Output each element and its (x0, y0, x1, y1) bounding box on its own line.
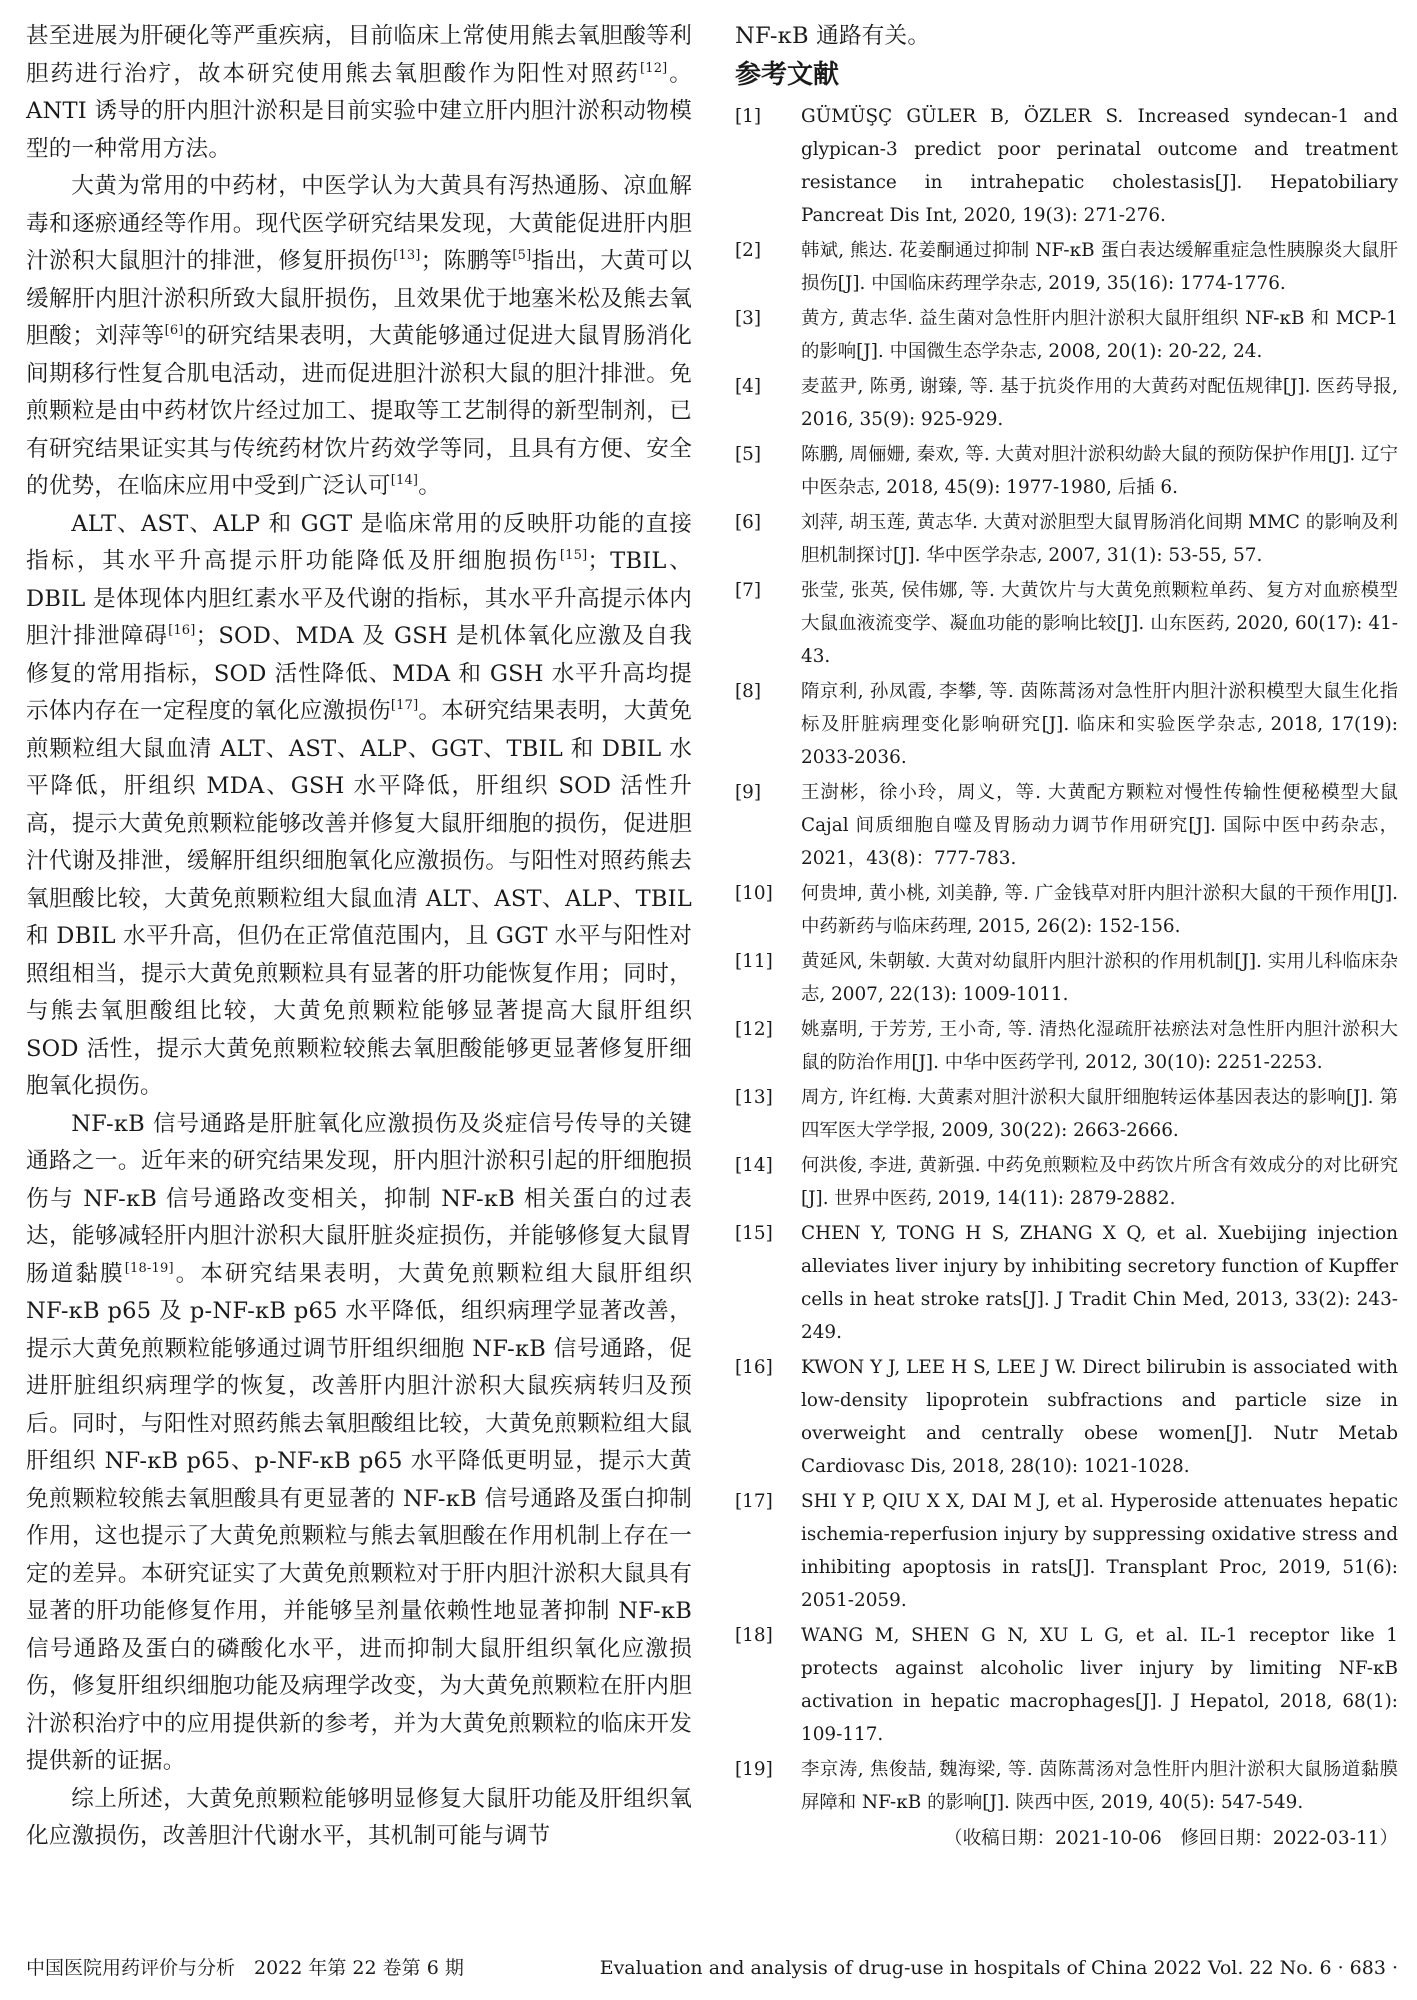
reference-text: KWON Y J, LEE H S, LEE J W. Direct bilirubin is associated with low-density lipoprotein subfractions and particle size in overweight and centrally obese women[J]. Nutr Metab Cardiovasc Dis, 2018, 28(10): 1021-1028. (801, 1356, 1398, 1477)
received-revised-dates: （收稿日期：2021-10-06 修回日期：2022-03-11） (944, 1827, 1398, 1849)
reference-text: 黄方, 黄志华. 益生菌对急性肝内胆汁淤积大鼠肝组织 NF-κB 和 MCP-1 的影响[J]. 中国微生态学杂志, 2008, 20(1): 20-22, 24. (801, 307, 1398, 362)
reference-text: 隋京利, 孙凤霞, 李攀, 等. 茵陈蒿汤对急性肝内胆汁淤积模型大鼠生化指标及肝脏病理变化影响研究[J]. 临床和实验医学杂志, 2018, 17(19): 2033-2036. (801, 680, 1398, 768)
reference-item (735, 1217, 1398, 1349)
reference-item (735, 1081, 1398, 1147)
reference-text: 刘萍, 胡玉莲, 黄志华. 大黄对淤胆型大鼠胃肠消化间期 MMC 的影响及利胆机制探讨[J]. 华中医学杂志, 2007, 31(1): 53-55, 57. (801, 511, 1398, 566)
reference-item (735, 1149, 1398, 1215)
paragraph-4 (26, 1106, 692, 1781)
reference-number: [17] (735, 1490, 773, 1512)
text-run: ALT、AST、ALP 和 GGT 是临床常用的反映肝功能的直接指标，其水平升高提示肝功能降低及肝细胞损伤 (26, 510, 692, 574)
citation-marker: [6] (164, 322, 184, 338)
citation-marker: [5] (512, 247, 532, 263)
references-heading: 参考文献 (735, 59, 840, 90)
right-column (735, 18, 1398, 1855)
reference-number: [13] (735, 1086, 773, 1108)
text-run: 的研究结果表明，大黄能够通过促进大鼠胃肠消化间期移行性复合肌电活动，进而促进胆汁淤积大鼠的胆汁排泄。免煎颗粒是由中药材饮片经过加工、提取等工艺制得的新型制剂，已有研究结果证实其与传统药材饮片药效学等同，且具有方便、安全的优势，在临床应用中受到广泛认可 (26, 323, 692, 499)
reference-number: [11] (735, 950, 773, 972)
paragraph-3 (26, 506, 692, 1106)
text-run: 指出，大黄可以缓解肝内胆汁淤积所致大鼠肝损伤，且效果优于地塞米松及熊去氧胆酸；刘萍等 (26, 248, 692, 349)
reference-number: [9] (735, 781, 762, 803)
reference-number: [10] (735, 882, 773, 904)
reference-item (735, 877, 1398, 943)
reference-number: [5] (735, 443, 762, 465)
reference-number: [1] (735, 105, 762, 127)
reference-number: [2] (735, 239, 762, 261)
reference-number: [12] (735, 1018, 773, 1040)
reference-text: SHI Y P, QIU X X, DAI M J, et al. Hyperoside attenuates hepatic ischemia-reperfusion injury by suppressing oxidative stress and inhibiting apoptosis in rats[J]. Transplant Proc, 2019, 51(6): 2051-2059. (801, 1490, 1398, 1611)
reference-number: [8] (735, 680, 762, 702)
reference-text: CHEN Y, TONG H S, ZHANG X Q, et al. Xuebijing injection alleviates liver injury by inhibiting secretory function of Kupffer cells in heat stroke rats[J]. J Tradit Chin Med, 2013, 33(2): 243-249. (801, 1222, 1398, 1343)
paragraph-1 (26, 18, 692, 168)
text-run: 。本研究结果表明，大黄免煎颗粒组大鼠肝组织 NF-κB p65 及 p-NF-κB p65 水平降低，组织病理学显著改善，提示大黄免煎颗粒能够通过调节肝组织细胞 NF-κB 信号通路，促进肝脏组织病理学的恢复，改善肝内胆汁淤积大鼠疾病转归及预后。同时，与阳性对照药熊去氧胆酸组比较，大黄免煎颗粒组大鼠肝组织 NF-κB p65、p-NF-κB p65 水平降低更明显，提示大黄免煎颗粒较熊去氧胆酸具有更显著的 NF-κB 信号通路及蛋白抑制作用，这也提示了大黄免煎颗粒与熊去氧胆酸在作用机制上存在一定的差异。本研究证实了大黄免煎颗粒对于肝内胆汁淤积大鼠具有显著的肝功能修复作用，并能够呈剂量依赖性地显著抑制 NF-κB 信号通路及蛋白的磷酸化水平，进而抑制大鼠肝组织氧化应激损伤，修复肝组织细胞功能及病理学改变，为大黄免煎颗粒在肝内胆汁淤积治疗中的应用提供新的参考，并为大黄免煎颗粒的临床开发提供新的证据。 (26, 1260, 692, 1774)
references-list (735, 100, 1398, 1819)
citation-marker: [12] (639, 60, 668, 76)
reference-text: 周方, 许红梅. 大黄素对胆汁淤积大鼠肝细胞转运体基因表达的影响[J]. 第四军医大学学报, 2009, 30(22): 2663-2666. (801, 1086, 1398, 1141)
reference-text: GÜMÜŞÇ GÜLER B, ÖZLER S. Increased syndecan-1 and glypican-3 predict poor perinatal outcome and treatment resistance in intrahepatic cholestasis[J]. Hepatobiliary Pancreat Dis Int, 2020, 19(3): 271-276. (801, 105, 1398, 226)
text-run: 。 (418, 473, 441, 499)
reference-text: 王澍彬，徐小玲，周义，等. 大黄配方颗粒对慢性传输性便秘模型大鼠 Cajal 间质细胞自噬及胃肠动力调节作用研究[J]. 国际中医中药杂志，2021，43(8)：777-783. (801, 781, 1398, 869)
reference-item (735, 675, 1398, 774)
reference-item (735, 945, 1398, 1011)
text-run: ；陈鹏等 (420, 248, 513, 274)
reference-number: [18] (735, 1624, 773, 1646)
citation-marker: [16] (168, 622, 196, 638)
reference-item (735, 370, 1398, 436)
paragraph-5 (26, 1781, 692, 1856)
paragraph-2 (26, 168, 692, 506)
reference-text: 黄延风, 朱朝敏. 大黄对幼鼠肝内胆汁淤积的作用机制[J]. 实用儿科临床杂志, 2007, 22(13): 1009-1011. (801, 950, 1398, 1005)
reference-item (735, 302, 1398, 368)
reference-number: [6] (735, 511, 762, 533)
reference-text: 何贵坤, 黄小桃, 刘美静, 等. 广金钱草对肝内胆汁淤积大鼠的干预作用[J]. 中药新药与临床药理, 2015, 26(2): 152-156. (801, 882, 1398, 937)
reference-number: [16] (735, 1356, 773, 1378)
text-run: NF-κB 信号通路是肝脏氧化应激损伤及炎症信号传导的关键通路之一。近年来的研究结果发现，肝内胆汁淤积引起的肝细胞损伤与 NF-κB 信号通路改变相关，抑制 NF-κB 相关蛋白的过表达，能够减轻肝内胆汁淤积大鼠肝脏炎症损伤，并能够修复大鼠胃肠道黏膜 (26, 1110, 692, 1287)
reference-item (735, 1485, 1398, 1617)
citation-marker: [13] (393, 247, 421, 263)
text-run: ；TBIL、DBIL 是体现体内胆红素水平及代谢的指标，其水平升高提示体内胆汁排泄障碍 (26, 548, 692, 649)
reference-text: 姚嘉明, 于芳芳, 王小奇, 等. 清热化湿疏肝祛瘀法对急性肝内胆汁淤积大鼠的防治作用[J]. 中华中医药学刊, 2012, 30(10): 2251-2253. (801, 1018, 1398, 1073)
reference-number: [19] (735, 1758, 773, 1780)
text-run: 。ANTI 诱导的肝内胆汁淤积是目前实验中建立肝内胆汁淤积动物模型的一种常用方法。 (26, 60, 693, 162)
reference-item (735, 100, 1398, 232)
reference-number: [3] (735, 307, 762, 329)
reference-text: WANG M, SHEN G N, XU L G, et al. IL-1 receptor like 1 protects against alcoholic liver injury by limiting NF-κB activation in hepatic macrophages[J]. J Hepatol, 2018, 68(1): 109-117. (801, 1624, 1398, 1745)
left-column (26, 18, 692, 1856)
reference-item (735, 574, 1398, 673)
reference-number: [4] (735, 375, 762, 397)
citation-marker: [15] (559, 547, 588, 563)
reference-number: [15] (735, 1222, 773, 1244)
reference-text: 张莹, 张英, 侯伟娜, 等. 大黄饮片与大黄免煎颗粒单药、复方对血瘀模型大鼠血液流变学、凝血功能的影响比较[J]. 山东医药, 2020, 60(17): 41-43. (801, 579, 1398, 667)
text-run: 。本研究结果表明，大黄免煎颗粒组大鼠血清 ALT、AST、ALP、GGT、TBIL 和 DBIL 水平降低，肝组织 MDA、GSH 水平降低，肝组织 SOD 活性升高，提示大黄免煎颗粒能够改善并修复大鼠肝细胞的损伤，促进胆汁代谢及排泄，缓解肝组织细胞氧化应激损伤。与阳性对照药熊去氧胆酸比较，大黄免煎颗粒组大鼠血清 ALT、AST、ALP、TBIL 和 DBIL 水平升高，但仍在正常值范围内，且 GGT 水平与阳性对照组相当，提示大黄免煎颗粒具有显著的肝功能恢复作用；同时，与熊去氧胆酸组比较，大黄免煎颗粒能够显著提高大鼠肝组织 SOD 活性，提示大黄免煎颗粒较熊去氧胆酸能够更显著修复肝细胞氧化损伤。 (26, 698, 692, 1099)
footer-journal-en: Evaluation and analysis of drug-use in hospitals of China 2022 Vol. 22 No. 6 · 683 · (599, 1957, 1398, 1979)
reference-item (735, 1013, 1398, 1079)
reference-text: 韩斌, 熊达. 花姜酮通过抑制 NF-κB 蛋白表达缓解重症急性胰腺炎大鼠肝损伤[J]. 中国临床药理学杂志, 2019, 35(16): 1774-1776. (801, 239, 1398, 294)
citation-marker: [14] (390, 472, 419, 488)
reference-text: 李京涛, 焦俊喆, 魏海梁, 等. 茵陈蒿汤对急性肝内胆汁淤积大鼠肠道黏膜屏障和 NF-κB 的影响[J]. 陕西中医, 2019, 40(5): 547-549. (801, 1758, 1398, 1813)
reference-number: [7] (735, 579, 762, 601)
citation-marker: [17] (390, 697, 419, 713)
paragraph-continuation: NF-κB 通路有关。 (735, 23, 931, 49)
reference-number: [14] (735, 1154, 773, 1176)
text-run: 甚至进展为肝硬化等严重疾病，目前临床上常使用熊去氧胆酸等利胆药进行治疗，故本研究使用熊去氧胆酸作为阳性对照药 (26, 23, 692, 87)
reference-item (735, 506, 1398, 572)
reference-item (735, 234, 1398, 300)
reference-text: 何洪俊, 李进, 黄新强. 中药免煎颗粒及中药饮片所含有效成分的对比研究[J]. 世界中医药, 2019, 14(11): 2879-2882. (801, 1154, 1398, 1209)
reference-text: 陈鹏, 周俪姗, 秦欢, 等. 大黄对胆汁淤积幼龄大鼠的预防保护作用[J]. 辽宁中医杂志, 2018, 45(9): 1977-1980, 后插 6. (801, 443, 1398, 498)
citation-marker: [18-19] (124, 1260, 174, 1276)
reference-item (735, 438, 1398, 504)
reference-item (735, 1351, 1398, 1483)
reference-item (735, 1753, 1398, 1819)
reference-item (735, 776, 1398, 875)
text-run: ；SOD、MDA 及 GSH 是机体氧化应激及自我修复的常用指标，SOD 活性降低、MDA 和 GSH 水平升高均提示体内存在一定程度的氧化应激损伤 (26, 623, 692, 724)
text-run: 综上所述，大黄免煎颗粒能够明显修复大鼠肝功能及肝组织氧化应激损伤，改善胆汁代谢水平，其机制可能与调节 (26, 1785, 692, 1849)
text-run: 大黄为常用的中药材，中医学认为大黄具有泻热通肠、凉血解毒和逐瘀通经等作用。现代医学研究结果发现，大黄能促进肝内胆汁淤积大鼠胆汁的排泄，修复肝损伤 (26, 173, 692, 274)
reference-text: 麦蓝尹, 陈勇, 谢臻, 等. 基于抗炎作用的大黄药对配伍规律[J]. 医药导报, 2016, 35(9): 925-929. (801, 375, 1398, 430)
footer-journal-cn: 中国医院用药评价与分析 2022 年第 22 卷第 6 期 (26, 1957, 464, 1979)
reference-item (735, 1619, 1398, 1751)
